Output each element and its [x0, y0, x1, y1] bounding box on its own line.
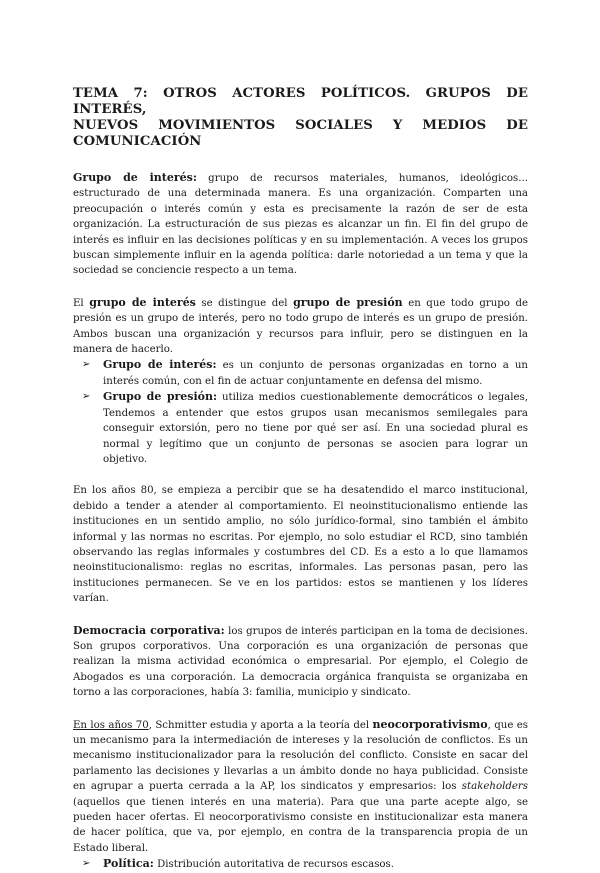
paragraph-grupo-de-interes	[73, 170, 528, 279]
list-item	[73, 389, 528, 467]
paragraph-interes-vs-presion	[73, 295, 528, 467]
list-item-text: utiliza medios cuestionablemente democráticos o legales, Tendemos a entender que estos grupos usan mecanismos semilegales para conseguir extorsión, pero no tiene por qué ser así. En una sociedad plural es normal y legítimo que un conjunto de personas se asocien para lograr un objetivo.	[103, 392, 528, 465]
list-item-term: Grupo de presión:	[103, 390, 218, 404]
text-segment: se distingue del	[195, 297, 294, 309]
underlined-text: En los años 70	[73, 719, 149, 731]
list-item-term: Política:	[103, 857, 154, 871]
paragraph-text: los grupos de interés participan en la toma de decisiones. Son grupos corporativos. Una corporación es una organización de personas que realizan la misma actividad económica o empresarial. Por ejemplo, el Colegio de Abogados es una corporación. La democracia orgánica franquista se organizaba en torno a las corporaciones, había 3: familia, municipio y sindicato.	[73, 625, 528, 699]
text-segment: , Schmitter estudia y aporta a la teoría del	[148, 719, 373, 731]
paragraph-democracia-corporativa	[73, 623, 528, 701]
text-segment: en que todo grupo de presión es un grupo de interés, pero no todo grupo de interés es un grupo de presión. Ambos buscan una organización y recursos para influir, pero se distinguen en la manera de hacerlo.	[73, 297, 528, 356]
text-segment: El	[73, 297, 90, 309]
term-grupo-de-interes: grupo de interés	[89, 295, 196, 309]
paragraph-text: grupo de recursos materiales, humanos, ideológicos... estructurado de una determinada manera. Es una organización. Comparten una preocupación o interés común y esta es precisamente la razón de ser de esta organización. La estructuración de sus piezas es alcanzar un fin. El fin del grupo de interés es influir en las decisiones políticas y en su implementación. A veces los grupos buscan simplemente influir en la agenda política: darle notoriedad a un tema y que la sociedad se conciencie respecto a un tema.	[73, 173, 528, 277]
term-neocorporativismo: neocorporativismo	[372, 717, 488, 731]
paragraph-neocorporativismo	[73, 717, 528, 873]
paragraph-body	[73, 717, 528, 857]
term-grupo-de-presion: grupo de presión	[293, 295, 403, 309]
arrow-bullet-icon: ➢	[82, 858, 91, 870]
term-grupo-de-interes: Grupo de interés:	[73, 171, 197, 184]
italic-stakeholders: stakeholders	[461, 781, 528, 793]
arrow-bullet-icon: ➢	[82, 391, 91, 403]
document-title	[73, 86, 528, 150]
text-segment: (aquellos que tienen interés en una materia). Para que una parte acepte algo, se pueden hacer ofertas. El neocorporativismo consiste en institucionalizar esta manera de hacer política, que va, por ejemplo, en contra de la transparencia propia de un Estado liberal.	[73, 796, 528, 854]
title-line-2: NUEVOS MOVIMIENTOS SOCIALES Y MEDIOS DE COMUNICACIÓN	[73, 118, 528, 149]
bullet-list	[73, 856, 528, 872]
list-item	[73, 357, 528, 389]
document-page	[73, 86, 528, 873]
term-democracia-corporativa: Democracia corporativa:	[73, 623, 225, 637]
paragraph-intro	[73, 295, 528, 358]
list-item	[73, 856, 528, 872]
list-item-text: es un conjunto de personas organizadas en torno a un interés común, con el fin de actuar conjuntamente en defensa del mismo.	[103, 360, 528, 387]
list-item-term: Grupo de interés:	[103, 358, 217, 372]
text-segment: , que es un mecanismo para la intermediación de intereses y la resolución de conflictos. Es un mecanismo institucionalizador para la resolución del conflicto. Consiste en sacar del parlamento las decisiones y llevarlas a un ámbito donde no haya publicidad. Consiste en agrupar a puerta cerrada a la AP, los sindicatos y empresarios: los	[73, 719, 528, 793]
title-line-1: TEMA 7: OTROS ACTORES POLÍTICOS. GRUPOS DE INTERÉS,	[73, 86, 528, 117]
paragraph-neoinstitucionalismo: En los años 80, se empieza a percibir que se ha desatendido el marco institucional, debido a tender a atender al comportamiento. El neoinstitucionalismo entiende las instituciones en un sentido amplio, no sólo jurídico-formal, sino también el ámbito informal y las normas no escritas. Por ejemplo, no solo estudiar el RCD, sino también observando las reglas informales y costumbres del CD. Es a esto a lo que llamamos neoinstitucionalismo: reglas no escritas, informales. Las personas pasan, pero las instituciones permanecen. Se ve en los partidos: estos se mantienen y los líderes varían.	[73, 485, 528, 605]
bullet-list	[73, 357, 528, 467]
arrow-bullet-icon: ➢	[82, 359, 91, 371]
list-item-text: Distribución autoritativa de recursos escasos.	[153, 859, 395, 871]
